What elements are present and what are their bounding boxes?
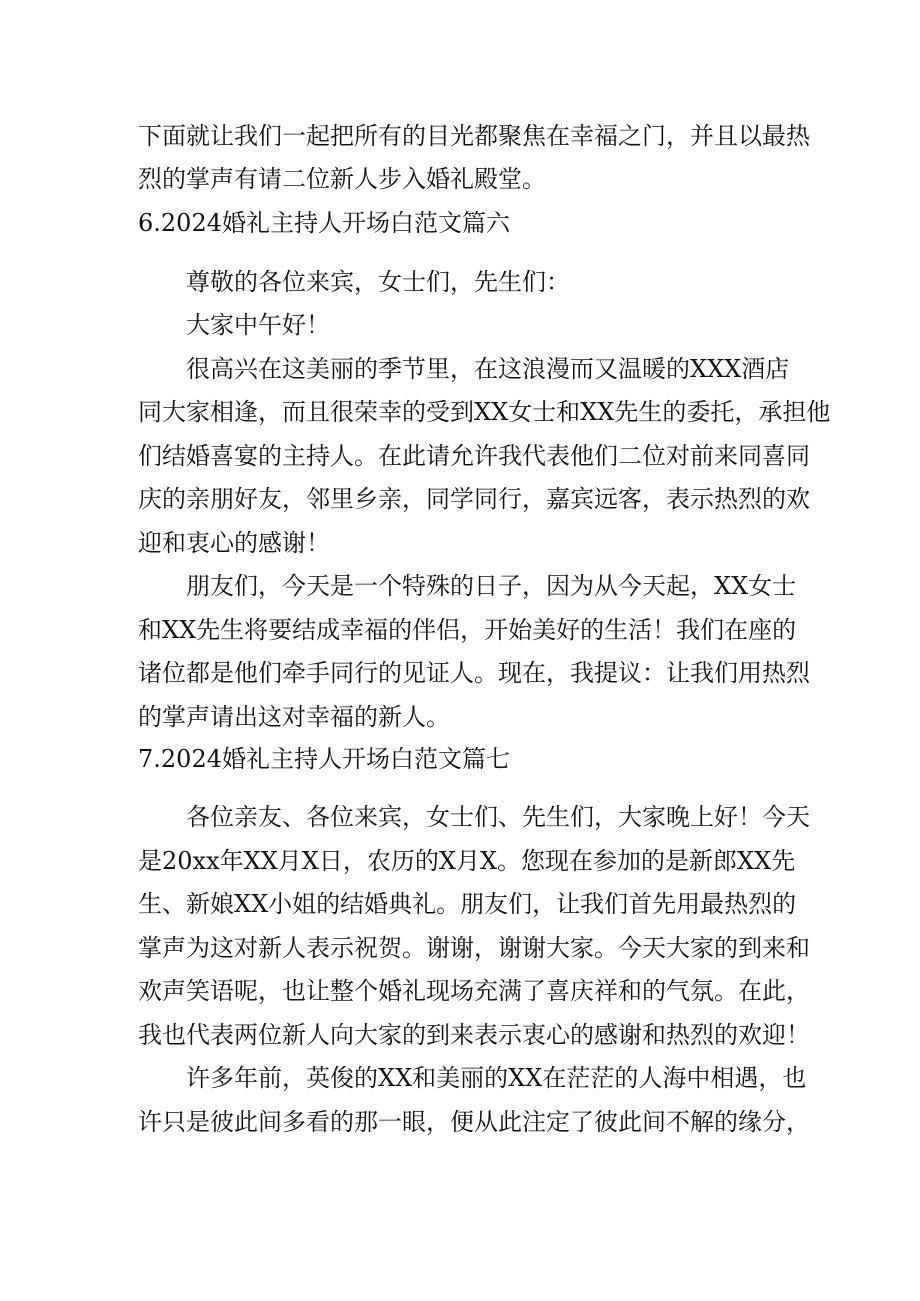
text-line: 烈的掌声有请二位新人步入婚礼殿堂。 xyxy=(138,165,546,193)
text-line: 诸位都是他们牵手同行的见证人。现在，我提议：让我们用热烈 xyxy=(138,659,810,687)
text-line: 大家中午好！ xyxy=(186,311,330,339)
text-line: 很高兴在这美丽的季节里，在这浪漫而又温暖的XXX酒店 xyxy=(186,355,790,383)
text-line: 朋友们，今天是一个特殊的日子，因为从今天起，XX女士 xyxy=(186,572,797,600)
text-line: 各位亲友、各位来宾，女士们、先生们，大家晚上好！今天 xyxy=(186,803,810,831)
text-line: 同大家相逢，而且很荣幸的受到XX女士和XX先生的委托，承担他 xyxy=(138,398,831,426)
text-line: 下面就让我们一起把所有的目光都聚焦在幸福之门，并且以最热 xyxy=(138,122,810,150)
text-line: 我也代表两位新人向大家的到来表示衷心的感谢和热烈的欢迎！ xyxy=(138,1021,810,1049)
text-line: 尊敬的各位来宾，女士们，先生们： xyxy=(186,268,570,296)
text-line: 迎和衷心的感谢！ xyxy=(138,529,330,557)
section-heading: 7.2024婚礼主持人开场白范文篇七 xyxy=(138,745,510,773)
text-line: 掌声为这对新人表示祝贺。谢谢，谢谢大家。今天大家的到来和 xyxy=(138,934,810,962)
section-heading: 6.2024婚礼主持人开场白范文篇六 xyxy=(138,209,510,237)
text-line: 生、新娘XX小姐的结婚典礼。朋友们，让我们首先用最热烈的 xyxy=(138,890,797,918)
text-line: 庆的亲朋好友，邻里乡亲，同学同行，嘉宾远客，表示热烈的欢 xyxy=(138,485,810,513)
text-line: 们结婚喜宴的主持人。在此请允许我代表他们二位对前来同喜同 xyxy=(138,442,810,470)
text-line: 的掌声请出这对幸福的新人。 xyxy=(138,703,450,731)
text-line: 许多年前，英俊的XX和美丽的XX在茫茫的人海中相遇，也 xyxy=(186,1064,807,1092)
text-line: 许只是彼此间多看的那一眼，便从此注定了彼此间不解的缘分， xyxy=(138,1108,810,1136)
text-line: 是20xx年XX月X日，农历的X月X。您现在参加的是新郎XX先 xyxy=(138,847,796,875)
text-line: 欢声笑语呢，也让整个婚礼现场充满了喜庆祥和的气氛。在此， xyxy=(138,977,810,1005)
text-line: 和XX先生将要结成幸福的伴侣，开始美好的生活！我们在座的 xyxy=(138,616,797,644)
